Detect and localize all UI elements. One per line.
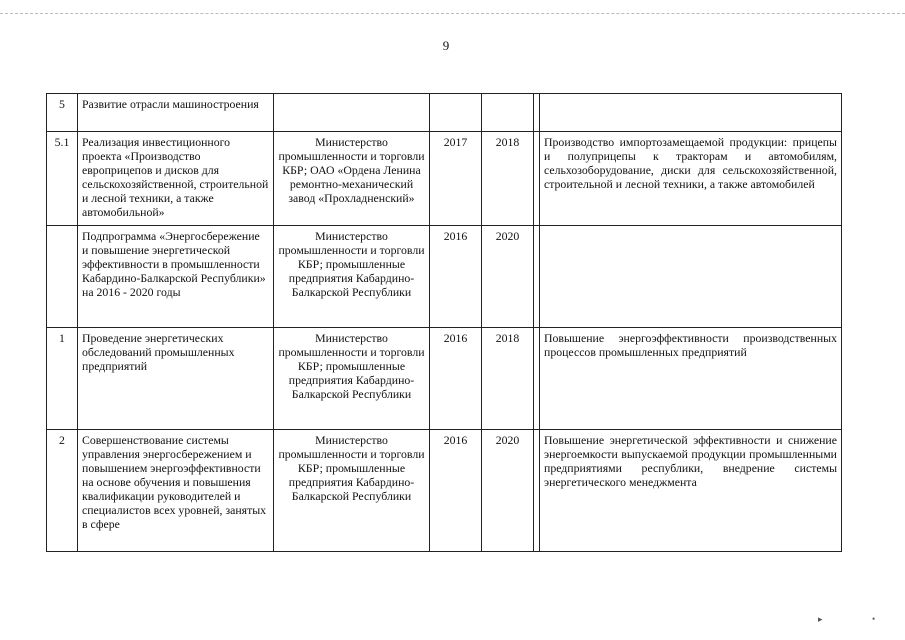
row-number (47, 226, 78, 328)
expected-result (540, 226, 842, 328)
year-start: 2016 (430, 226, 482, 328)
measure-name: Реализация инвестиционного проекта «Производство европрицепов и дисков для сельскохозяйственной, строительной и лесной техники, а также автомобильной» (78, 132, 274, 226)
executor (274, 94, 430, 132)
year-start (430, 94, 482, 132)
executor: Министерство промышленности и торговли КБР; ОАО «Ордена Ленина ремонтно-механический завод «Прохладненский» (274, 132, 430, 226)
measure-name: Подпрограмма «Энергосбережение и повышение энергетической эффективности в промышленности Кабардино-Балкарской Республики» на 2016 - 2020 годы (78, 226, 274, 328)
year-end: 2020 (482, 430, 534, 552)
measures-table (46, 93, 842, 552)
expected-result: Производство импортозамещаемой продукции: прицепы и полуприцепы к тракторам и автомобилям, сельхозоборудование, диски для сельскохозяйственной, строительной и лесной техники, а также автомобилей (540, 132, 842, 226)
executor: Министерство промышленности и торговли КБР; промышленные предприятия Кабардино-Балкарской Республики (274, 226, 430, 328)
expected-result: Повышение энергоэффективности производственных процессов промышленных предприятий (540, 328, 842, 430)
page-top-edge (0, 13, 905, 14)
year-end: 2018 (482, 132, 534, 226)
table-body (47, 94, 842, 552)
measure-name: Проведение энергетических обследований промышленных предприятий (78, 328, 274, 430)
table-row (47, 328, 842, 430)
row-number: 5 (47, 94, 78, 132)
year-start: 2017 (430, 132, 482, 226)
expected-result (540, 94, 842, 132)
expected-result: Повышение энергетической эффективности и снижение энергоемкости выпускаемой продукции промышленными предприятиями республики, внедрение системы энергетического менеджмента (540, 430, 842, 552)
table-row (47, 430, 842, 552)
table-row (47, 226, 842, 328)
page-number: 9 (442, 38, 450, 53)
row-number: 2 (47, 430, 78, 552)
margin-mark-right: • (872, 614, 876, 624)
year-end (482, 94, 534, 132)
year-start: 2016 (430, 328, 482, 430)
measure-name: Совершенствование системы управления энергосбережением и повышением энергоэффективности на основе обучения и повышения квалификации руководителей и специалистов всех уровней, занятых в сфере (78, 430, 274, 552)
row-number: 5.1 (47, 132, 78, 226)
executor: Министерство промышленности и торговли КБР; промышленные предприятия Кабардино-Балкарской Республики (274, 328, 430, 430)
executor: Министерство промышленности и торговли КБР; промышленные предприятия Кабардино-Балкарской Республики (274, 430, 430, 552)
table-row (47, 132, 842, 226)
year-end: 2018 (482, 328, 534, 430)
table-row (47, 94, 842, 132)
row-number: 1 (47, 328, 78, 430)
measure-name: Развитие отрасли машиностроения (78, 94, 274, 132)
year-start: 2016 (430, 430, 482, 552)
year-end: 2020 (482, 226, 534, 328)
margin-mark-left: ▸ (818, 614, 823, 624)
